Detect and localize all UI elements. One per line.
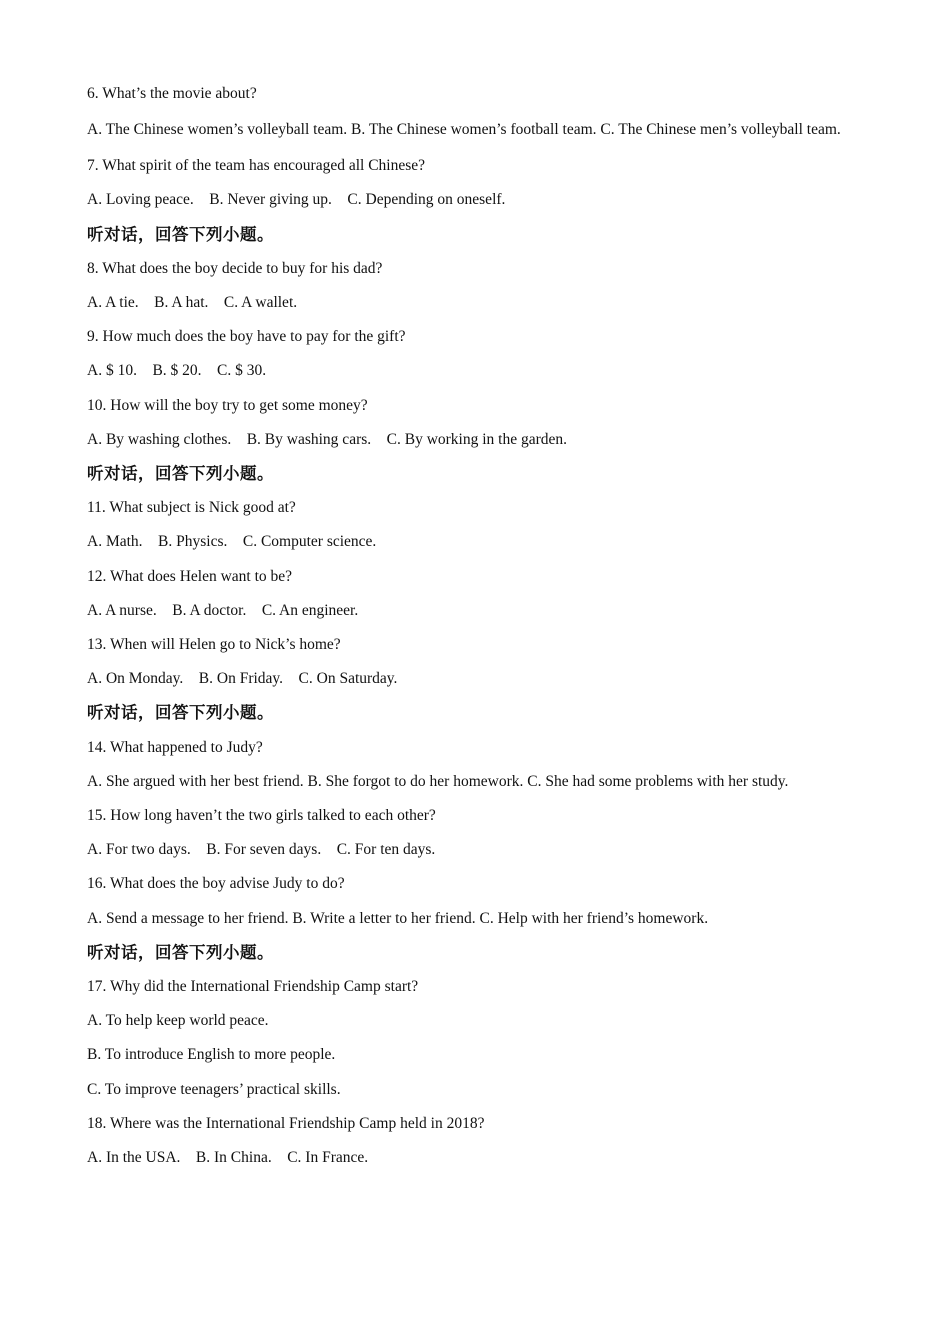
question-18: 18. Where was the International Friendship Camp held in 2018? <box>87 1114 485 1132</box>
options-18: A. In the USA. B. In China. C. In France. <box>87 1149 369 1167</box>
option-17-b: B. To introduce English to more people. <box>87 1046 336 1064</box>
options-8: A. A tie. B. A hat. C. A wallet. <box>87 294 298 312</box>
options-11: A. Math. B. Physics. C. Computer science. <box>87 533 377 551</box>
options-15: A. For two days. B. For seven days. C. For ten days. <box>87 841 436 859</box>
option-17-a: A. To help keep world peace. <box>87 1012 269 1030</box>
question-8: 8. What does the boy decide to buy for his dad? <box>87 259 383 277</box>
options-7: A. Loving peace. B. Never giving up. C. Depending on oneself. <box>87 191 506 209</box>
question-16: 16. What does the boy advise Judy to do? <box>87 875 345 893</box>
question-13: 13. When will Helen go to Nick’s home? <box>87 636 341 654</box>
options-9: A. $ 10. B. $ 20. C. $ 30. <box>87 362 267 380</box>
option-17-c: C. To improve teenagers’ practical skills. <box>87 1080 341 1098</box>
question-7: 7. What spirit of the team has encouraged all Chinese? <box>87 157 426 175</box>
question-14: 14. What happened to Judy? <box>87 738 263 756</box>
question-10: 10. How will the boy try to get some money? <box>87 396 368 414</box>
options-6: A. The Chinese women’s volleyball team. B. The Chinese women’s football team. C. The Chinese men’s volleyball team. <box>87 121 841 139</box>
question-17: 17. Why did the International Friendship Camp start? <box>87 978 419 996</box>
question-6: 6. What’s the movie about? <box>87 85 257 102</box>
document-page <box>87 77 877 1175</box>
question-11: 11. What subject is Nick good at? <box>87 499 296 517</box>
options-13: A. On Monday. B. On Friday. C. On Saturday. <box>87 670 398 688</box>
options-10: A. By washing clothes. B. By washing cars. C. By working in the garden. <box>87 430 568 448</box>
section-heading-2: 听对话，回答下列小题。 <box>87 464 274 484</box>
question-15: 15. How long haven’t the two girls talked to each other? <box>87 807 436 825</box>
options-16: A. Send a message to her friend. B. Write a letter to her friend. C. Help with her friend’s homework. <box>87 909 709 927</box>
section-heading-1: 听对话，回答下列小题。 <box>87 224 274 244</box>
section-heading-4: 听对话，回答下列小题。 <box>87 942 274 962</box>
question-12: 12. What does Helen want to be? <box>87 567 293 585</box>
options-12: A. A nurse. B. A doctor. C. An engineer. <box>87 601 359 619</box>
options-14: A. She argued with her best friend. B. She forgot to do her homework. C. She had some problems with her study. <box>87 772 789 790</box>
question-9: 9. How much does the boy have to pay for the gift? <box>87 328 406 346</box>
section-heading-3: 听对话，回答下列小题。 <box>87 703 274 723</box>
